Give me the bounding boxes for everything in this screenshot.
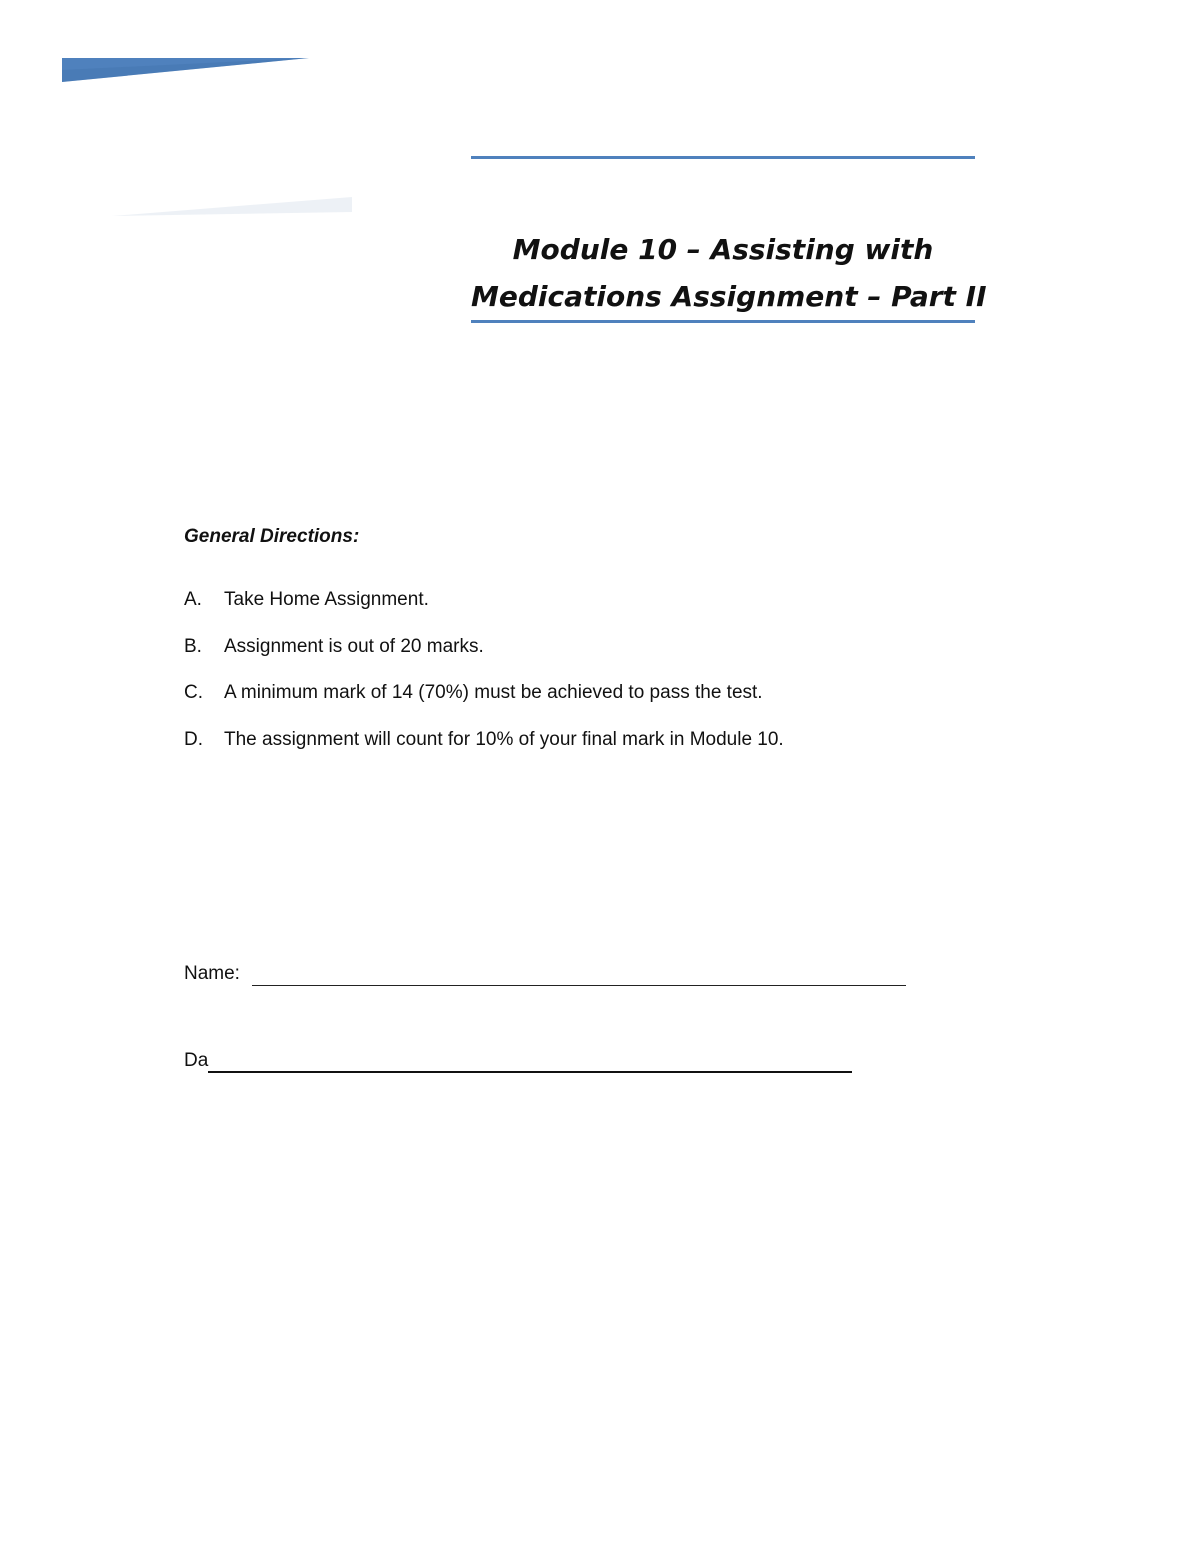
list-item-text: Take Home Assignment. [224,589,429,610]
list-item-letter: D. [184,728,203,750]
list-item-letter: A. [184,589,202,610]
name-field[interactable] [184,962,906,986]
list-item [184,681,784,728]
list-item-letter: B. [184,635,202,657]
document-title [471,226,987,320]
directions-heading: General Directions: [184,526,360,547]
header-decoration [0,0,400,240]
list-item-text: The assignment will count for 10% of your final mark in Module 10. [224,728,784,750]
title-top-rule [471,156,975,159]
date-field[interactable] [184,1049,852,1073]
directions-list [184,588,784,774]
date-label: Da [184,1050,209,1071]
name-input-line[interactable] [252,965,906,986]
list-item-text: Assignment is out of 20 marks. [224,635,484,657]
list-item [184,635,784,682]
list-item-letter: C. [184,682,203,703]
date-input-line[interactable] [208,1051,852,1073]
list-item [184,588,784,635]
list-item-text: A minimum mark of 14 (70%) must be achieved to pass the test. [224,682,763,703]
list-item [184,728,784,775]
title-line-1: Module 10 – Assisting with [512,233,934,266]
title-bottom-rule [471,320,975,323]
name-label: Name: [184,963,240,984]
title-line-2: Medications Assignment – Part II [471,280,987,313]
faint-wedge-shape [112,197,352,216]
